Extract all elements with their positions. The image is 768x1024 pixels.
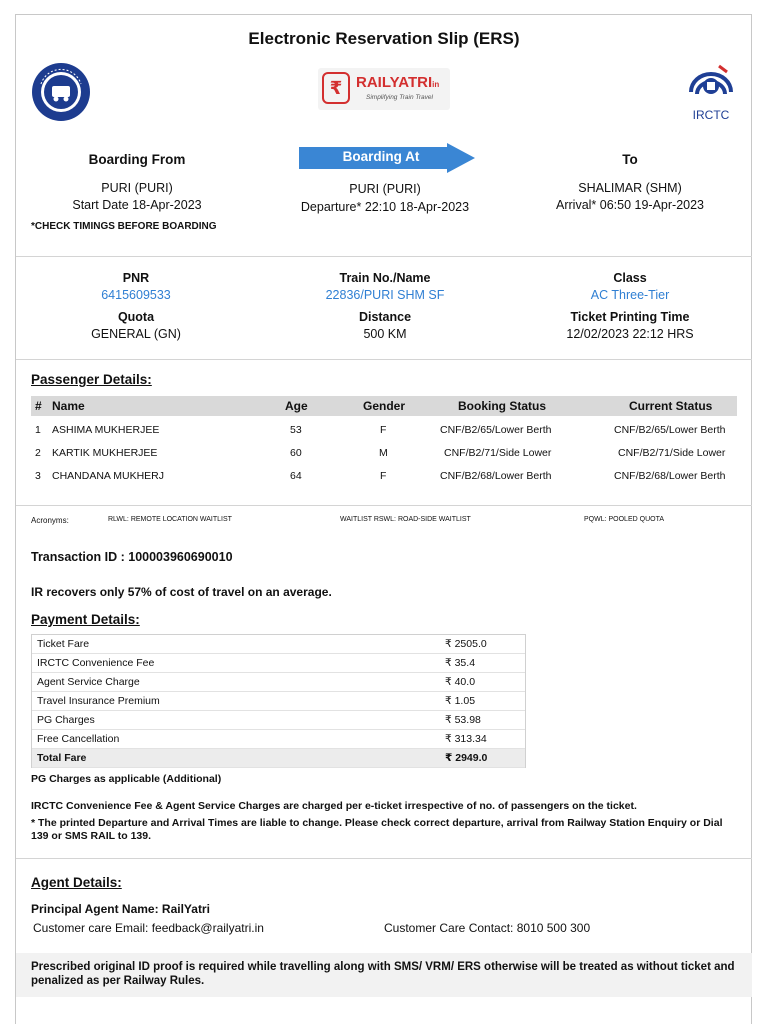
- fare-row: [32, 654, 525, 673]
- fare-label: PG Charges: [37, 714, 95, 726]
- total-fare-label: Total Fare: [37, 752, 87, 764]
- times-note: * The printed Departure and Arrival Times are liable to change. Please check correct departure, arrival from Railway Station Enquiry or Dial 139 or SMS RAIL to 139.: [31, 817, 723, 842]
- fare-label: Free Cancellation: [37, 733, 120, 745]
- table-row: [31, 470, 737, 486]
- passenger-name: CHANDANA MUKHERJ: [52, 470, 165, 482]
- quota-label: Quota: [117, 310, 155, 324]
- railyatri-tagline: Simplifying Train Travel: [366, 94, 433, 101]
- indian-railways-logo: [31, 62, 91, 122]
- fare-label: Travel Insurance Premium: [37, 695, 160, 707]
- agent-details-title: Agent Details:: [31, 875, 122, 890]
- irctc-emblem-icon: [683, 62, 739, 106]
- header-name: Name: [52, 399, 85, 413]
- payment-details-title: Payment Details:: [31, 612, 140, 627]
- pg-charges-note: PG Charges as applicable (Additional): [31, 773, 222, 785]
- passenger-age: 53: [290, 424, 302, 436]
- divider: [16, 505, 752, 506]
- boarding-at-arrow: [299, 143, 475, 173]
- passenger-details-title: Passenger Details:: [31, 372, 152, 387]
- payment-table: [31, 634, 526, 768]
- to-label: To: [622, 152, 638, 167]
- table-row: [31, 447, 737, 463]
- fare-row: [32, 711, 525, 730]
- total-fare-value: ₹ 2949.0: [445, 752, 488, 764]
- fee-note: IRCTC Convenience Fee & Agent Service Charges are charged per e-ticket irrespective of no. of passengers on the ticket.: [31, 800, 637, 812]
- acronym-item: PQWL: POOLED QUOTA: [584, 516, 664, 523]
- fare-value: ₹ 40.0: [445, 676, 476, 688]
- fare-label: IRCTC Convenience Fee: [37, 657, 155, 669]
- arrival-time: Arrival* 06:50 19-Apr-2023: [556, 198, 704, 212]
- train-value: 22836/PURI SHM SF: [325, 288, 445, 302]
- passenger-gender: F: [380, 470, 387, 482]
- start-date: Start Date 18-Apr-2023: [72, 198, 202, 212]
- passenger-name: KARTIK MUKHERJEE: [52, 447, 158, 459]
- fare-row: [32, 692, 525, 711]
- transaction-id: Transaction ID : 100003960690010: [31, 550, 233, 564]
- recovery-note: IR recovers only 57% of cost of travel on an average.: [31, 585, 332, 599]
- boarding-station: PURI (PURI): [349, 182, 421, 196]
- footer-notice: Prescribed original ID proof is required while travelling along with SMS/ VRM/ ERS otherwise will be treated as without ticket and penalized as per Railway Rules.: [31, 961, 735, 987]
- acronym-item: RLWL: REMOTE LOCATION WAITLIST: [108, 516, 232, 523]
- railyatri-brand-suffix: in: [432, 80, 440, 89]
- fare-label: Agent Service Charge: [37, 676, 140, 688]
- header-booking-status: Booking Status: [458, 399, 547, 413]
- customer-care-contact: Customer Care Contact: 8010 500 300: [384, 921, 591, 935]
- fare-row: [32, 673, 525, 692]
- to-station: SHALIMAR (SHM): [578, 181, 682, 195]
- from-station: PURI (PURI): [101, 181, 173, 195]
- passenger-table-header: [31, 396, 737, 416]
- footer-notice-box: [16, 953, 752, 997]
- divider: [16, 359, 752, 360]
- boarding-from-label: Boarding From: [88, 152, 186, 167]
- acronym-item: WAITLIST RSWL: ROAD-SIDE WAITLIST: [340, 516, 471, 523]
- boarding-at-label: Boarding At: [342, 149, 420, 164]
- class-label: Class: [613, 271, 647, 285]
- passenger-booking-status: CNF/B2/71/Side Lower: [444, 447, 552, 459]
- passenger-current-status: CNF/B2/68/Lower Berth: [614, 470, 726, 482]
- class-value: AC Three-Tier: [590, 288, 670, 302]
- fare-value: ₹ 2505.0: [445, 638, 487, 650]
- distance-value: 500 KM: [363, 327, 407, 341]
- distance-label: Distance: [358, 310, 412, 324]
- fare-total-row: [32, 749, 525, 768]
- divider: [16, 858, 752, 859]
- fare-label: Ticket Fare: [37, 638, 90, 650]
- acronyms-label: Acronyms:: [31, 516, 69, 525]
- passenger-booking-status: CNF/B2/68/Lower Berth: [440, 470, 552, 482]
- passenger-booking-status: CNF/B2/65/Lower Berth: [440, 424, 552, 436]
- table-row: [31, 424, 737, 440]
- header-index: #: [35, 399, 42, 413]
- fare-row: [32, 730, 525, 749]
- passenger-index: 3: [35, 470, 41, 482]
- pnr-label: PNR: [122, 271, 150, 285]
- passenger-index: 2: [35, 447, 41, 459]
- irctc-brand: IRCTC: [692, 108, 730, 122]
- passenger-age: 64: [290, 470, 302, 482]
- irctc-logo: [683, 62, 739, 124]
- print-time-label: Ticket Printing Time: [570, 310, 690, 324]
- check-timings-note: *CHECK TIMINGS BEFORE BOARDING: [31, 221, 217, 232]
- train-label: Train No./Name: [339, 271, 431, 285]
- fare-value: ₹ 35.4: [445, 657, 476, 669]
- passenger-age: 60: [290, 447, 302, 459]
- pnr-value: 6415609533: [101, 288, 171, 302]
- departure-time: Departure* 22:10 18-Apr-2023: [300, 200, 470, 214]
- header-gender: Gender: [363, 399, 406, 413]
- railyatri-logo: [318, 68, 450, 110]
- header-age: Age: [285, 399, 308, 413]
- passenger-gender: M: [379, 447, 388, 459]
- header-current-status: Current Status: [629, 399, 713, 413]
- fare-row: [32, 635, 525, 654]
- passenger-gender: F: [380, 424, 387, 436]
- passenger-name: ASHIMA MUKHERJEE: [52, 424, 160, 436]
- fare-value: ₹ 313.34: [445, 733, 487, 745]
- quota-value: GENERAL (GN): [91, 327, 181, 341]
- passenger-current-status: CNF/B2/71/Side Lower: [618, 447, 726, 459]
- divider: [16, 256, 752, 257]
- railyatri-brand: RAILYATRI: [356, 74, 433, 91]
- railyatri-mark-icon: ₹: [322, 72, 350, 104]
- fare-value: ₹ 1.05: [445, 695, 476, 707]
- principal-agent-name: Principal Agent Name: RailYatri: [31, 902, 210, 916]
- passenger-index: 1: [35, 424, 41, 436]
- customer-care-email: Customer care Email: feedback@railyatri.in: [33, 921, 264, 935]
- passenger-current-status: CNF/B2/65/Lower Berth: [614, 424, 726, 436]
- print-time-value: 12/02/2023 22:12 HRS: [566, 327, 694, 341]
- page-title: Electronic Reservation Slip (ERS): [248, 29, 520, 48]
- fare-value: ₹ 53.98: [445, 714, 481, 726]
